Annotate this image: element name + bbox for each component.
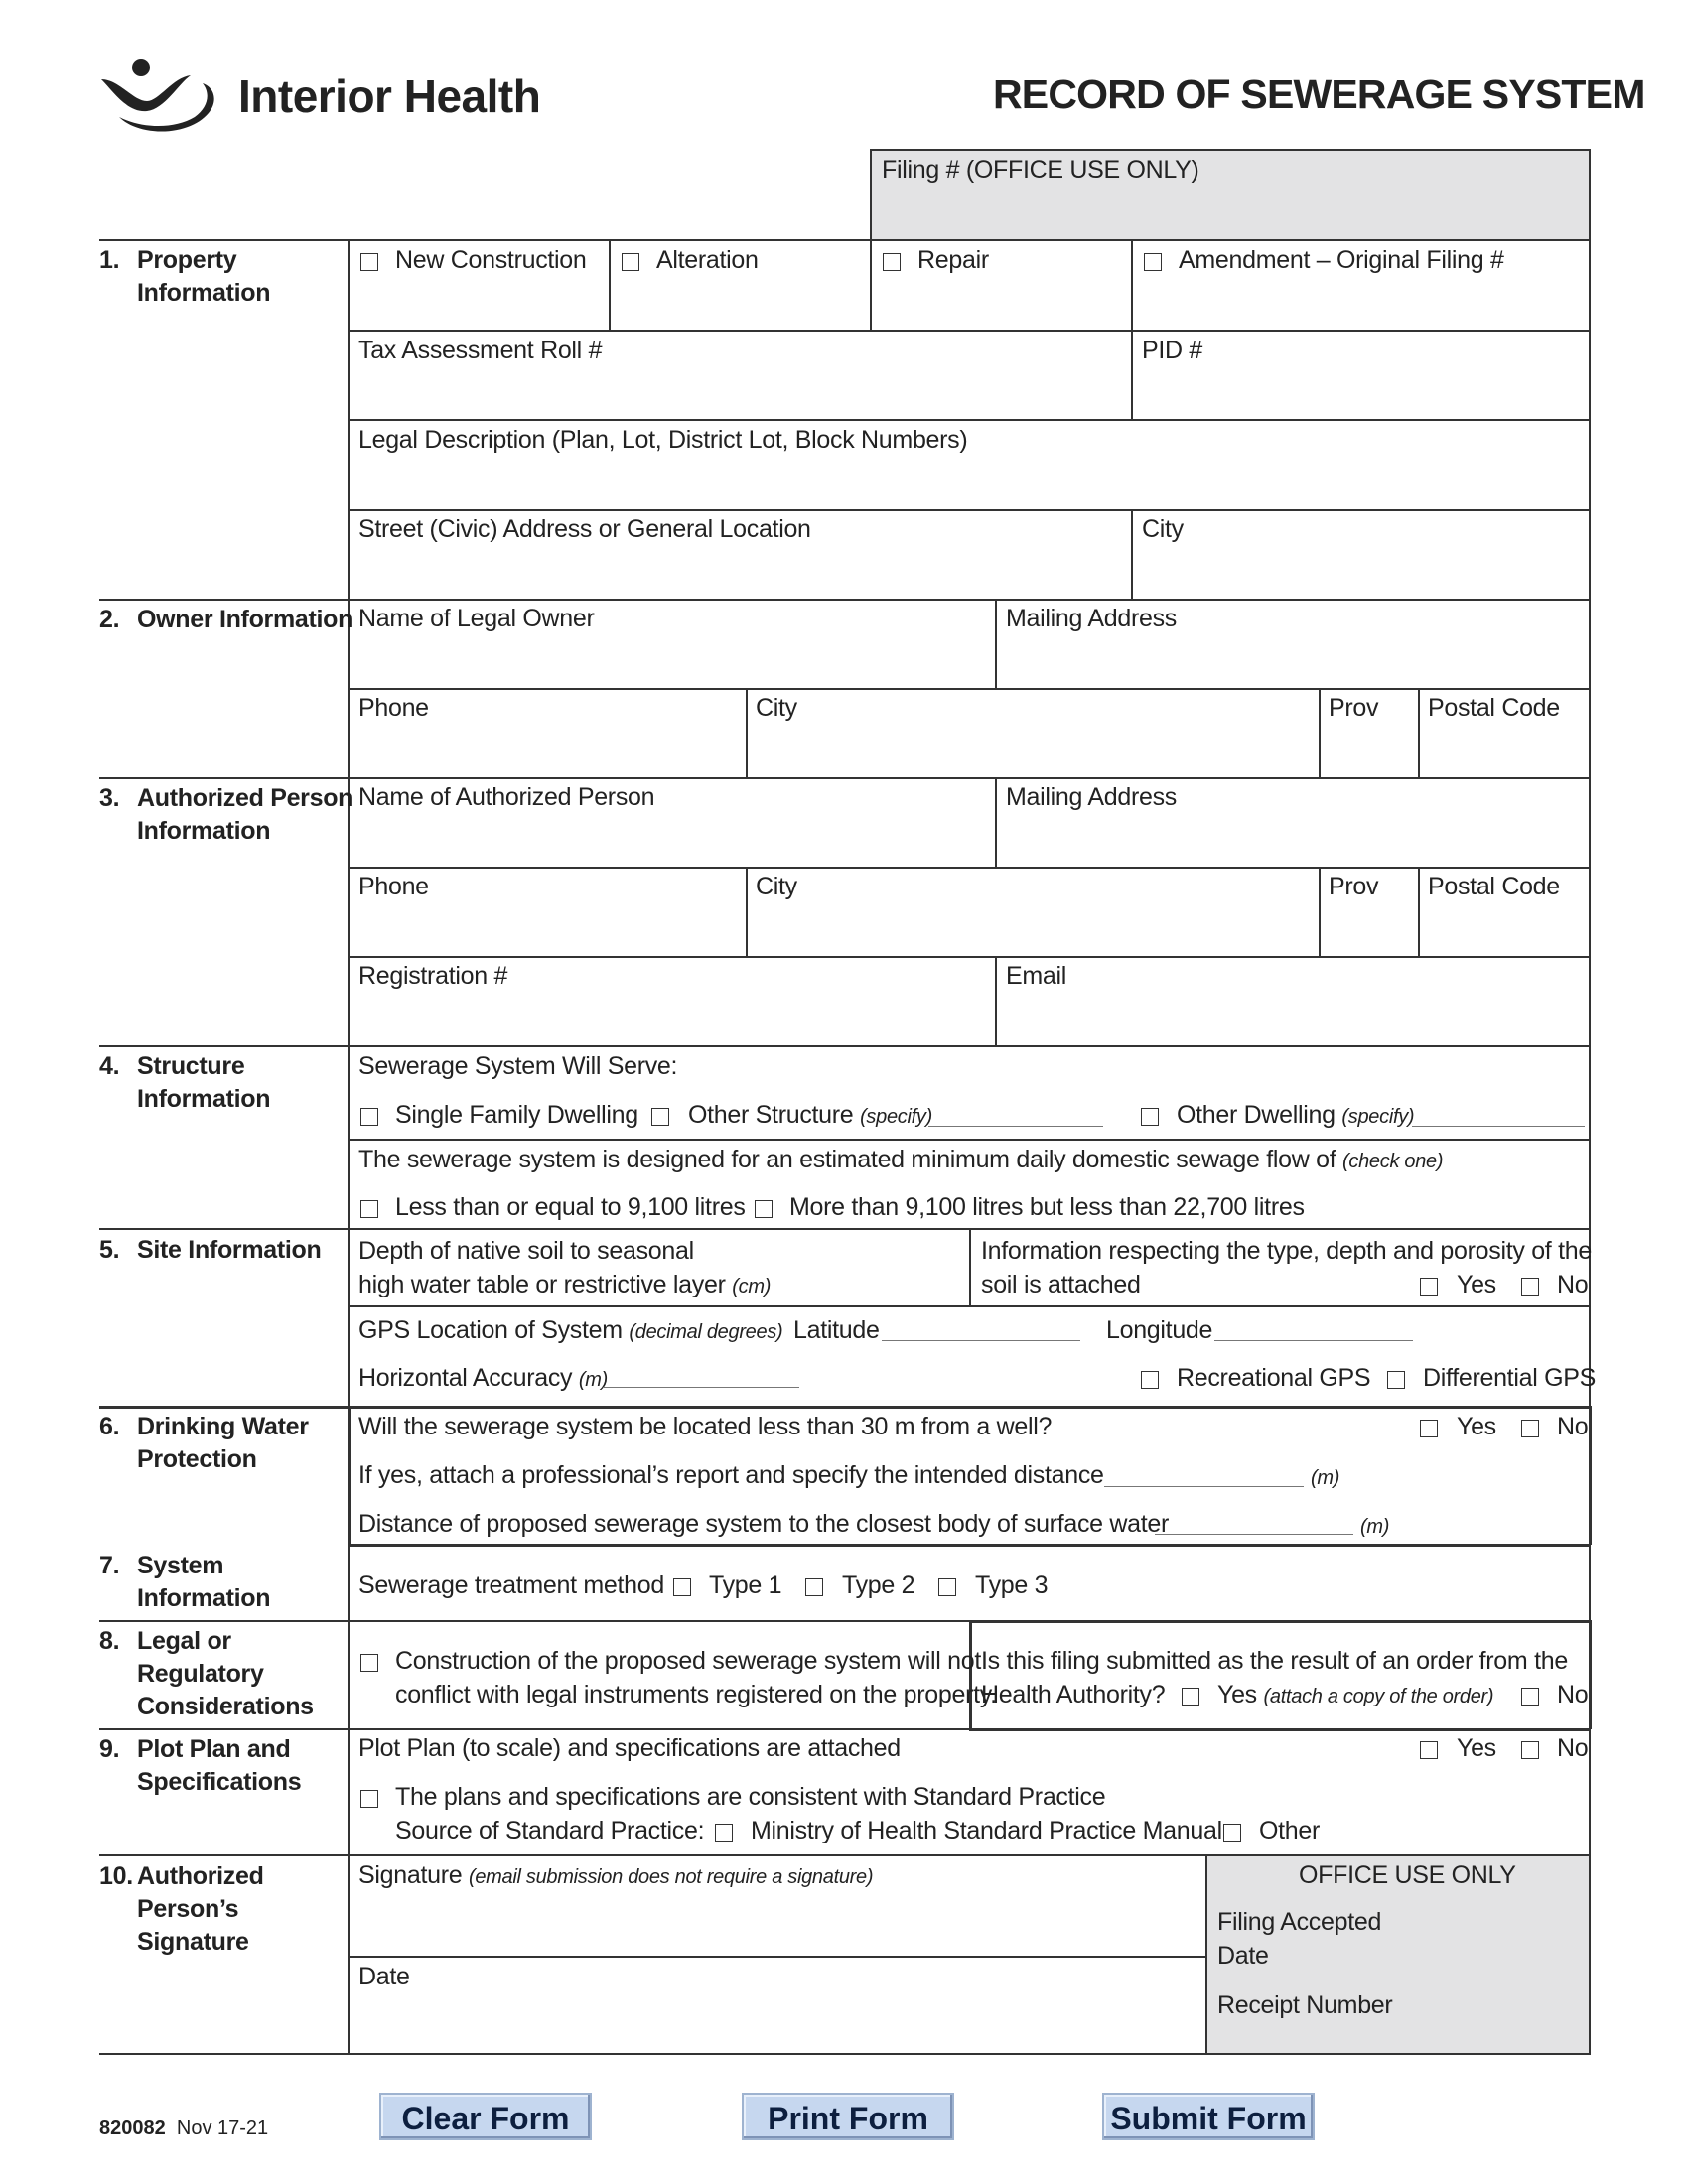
flow-high-checkbox[interactable] [755, 1200, 773, 1218]
section-6-label: 6. Drinking Water Protection [99, 1413, 309, 1473]
type1-checkbox[interactable] [673, 1578, 691, 1596]
type2-label: Type 2 [842, 1571, 915, 1599]
section-1-label: 1. Property Information [99, 246, 271, 307]
section-7-label: 7. System Information [99, 1552, 271, 1612]
well-yes-checkbox[interactable] [1420, 1420, 1438, 1437]
order-yes-label: Yes (attach a copy of the order) [1217, 1681, 1494, 1708]
recreational-gps-label: Recreational GPS [1177, 1364, 1371, 1392]
well-distance-line[interactable] [1104, 1486, 1304, 1487]
well-no-checkbox[interactable] [1521, 1420, 1539, 1437]
depth-label-1: Depth of native soil to seasonal [358, 1237, 694, 1265]
ministry-manual-checkbox[interactable] [715, 1824, 733, 1842]
authorized-mailing-field[interactable]: Mailing Address [1006, 783, 1177, 811]
alteration-label: Alteration [656, 246, 759, 274]
surface-water-unit: (m) [1360, 1516, 1390, 1538]
order-question-2: Health Authority? [981, 1681, 1166, 1708]
property-city-field[interactable]: City [1142, 515, 1184, 543]
authorized-name-field[interactable]: Name of Authorized Person [358, 783, 655, 811]
order-no-checkbox[interactable] [1521, 1688, 1539, 1706]
single-family-checkbox[interactable] [360, 1108, 378, 1126]
other-dwelling-checkbox[interactable] [1141, 1108, 1159, 1126]
receipt-number-label: Receipt Number [1217, 1991, 1393, 2019]
soil-info-label-2: soil is attached [981, 1271, 1141, 1298]
ministry-manual-label: Ministry of Health Standard Practice Manual [751, 1817, 1222, 1844]
flow-high-label: More than 9,100 litres but less than 22,700 litres [789, 1193, 1305, 1221]
owner-postal-field[interactable]: Postal Code [1428, 694, 1560, 722]
tax-roll-field[interactable]: Tax Assessment Roll # [358, 337, 603, 364]
flow-low-label: Less than or equal to 9,100 litres [395, 1193, 746, 1221]
depth-label-2[interactable]: high water table or restrictive layer (cm) [358, 1271, 772, 1298]
amendment-label: Amendment – Original Filing # [1179, 246, 1504, 274]
plot-no-label: No [1557, 1734, 1589, 1762]
filing-number-label: Filing # (OFFICE USE ONLY) [882, 156, 1199, 184]
owner-prov-field[interactable]: Prov [1329, 694, 1379, 722]
section-4-label: 4. Structure Information [99, 1052, 271, 1113]
well-distance-unit: (m) [1311, 1467, 1340, 1489]
plot-no-checkbox[interactable] [1521, 1741, 1539, 1759]
other-structure-line[interactable] [928, 1126, 1103, 1127]
differential-gps-checkbox[interactable] [1387, 1371, 1405, 1389]
horizontal-accuracy-line[interactable] [603, 1387, 799, 1388]
single-family-label: Single Family Dwelling [395, 1101, 638, 1129]
authorized-postal-field[interactable]: Postal Code [1428, 873, 1560, 900]
section-3-label: 3. Authorized Person Information [99, 784, 353, 845]
form-code: 820082 Nov 17-21 [99, 2117, 269, 2139]
amendment-checkbox[interactable] [1144, 253, 1162, 271]
pid-field[interactable]: PID # [1142, 337, 1203, 364]
clear-form-button[interactable]: Clear Form [379, 2093, 592, 2140]
repair-checkbox[interactable] [883, 253, 901, 271]
latitude-line[interactable] [882, 1340, 1080, 1341]
type1-label: Type 1 [709, 1571, 782, 1599]
office-date-label: Date [1217, 1942, 1269, 1970]
other-structure-label: Other Structure (specify) [688, 1101, 932, 1129]
flow-low-checkbox[interactable] [360, 1200, 378, 1218]
owner-city-field[interactable]: City [756, 694, 797, 722]
filing-accepted-label: Filing Accepted [1217, 1908, 1382, 1936]
soil-yes-checkbox[interactable] [1420, 1278, 1438, 1296]
new-construction-checkbox[interactable] [360, 253, 378, 271]
plot-yes-label: Yes [1457, 1734, 1496, 1762]
owner-name-field[interactable]: Name of Legal Owner [358, 605, 595, 632]
standard-practice-checkbox[interactable] [360, 1790, 378, 1808]
will-serve-label: Sewerage System Will Serve: [358, 1052, 678, 1080]
print-form-button[interactable]: Print Form [742, 2093, 954, 2140]
surface-water-label: Distance of proposed sewerage system to the closest body of surface water [358, 1510, 1170, 1538]
legal-description-field[interactable]: Legal Description (Plan, Lot, District Lot, Block Numbers) [358, 426, 968, 454]
plot-plan-label: Plot Plan (to scale) and specifications are attached [358, 1734, 901, 1762]
flow-question: The sewerage system is designed for an estimated minimum daily domestic sewage flow of (check one) [358, 1146, 1444, 1173]
submit-form-button[interactable]: Submit Form [1102, 2093, 1315, 2140]
horizontal-accuracy-label: Horizontal Accuracy (m) [358, 1364, 608, 1392]
other-source-label: Other [1259, 1817, 1321, 1844]
treatment-method-label: Sewerage treatment method [358, 1571, 664, 1599]
well-question: Will the sewerage system be located less than 30 m from a well? [358, 1413, 1053, 1440]
section-5-label: 5. Site Information [99, 1236, 322, 1264]
form-title: RECORD OF SEWERAGE SYSTEM [993, 71, 1645, 117]
source-label: Source of Standard Practice: [395, 1817, 705, 1844]
soil-yes-label: Yes [1457, 1271, 1496, 1298]
gps-label: GPS Location of System (decimal degrees) [358, 1316, 783, 1344]
soil-info-label-1: Information respecting the type, depth and porosity of the [981, 1237, 1592, 1265]
standard-practice-label: The plans and specifications are consistent with Standard Practice [395, 1783, 1106, 1811]
surface-water-line[interactable] [1155, 1534, 1353, 1535]
well-no-label: No [1557, 1413, 1589, 1440]
owner-phone-field[interactable]: Phone [358, 694, 429, 722]
new-construction-label: New Construction [395, 246, 587, 274]
section-10-label: 10. Authorized Person’s Signature [99, 1862, 264, 1956]
section-8-label: 8. Legal or Regulatory Considerations [99, 1627, 314, 1720]
authorized-phone-field[interactable]: Phone [358, 873, 429, 900]
well-yes-label: Yes [1457, 1413, 1496, 1440]
type2-checkbox[interactable] [805, 1578, 823, 1596]
other-dwelling-label: Other Dwelling (specify) [1177, 1101, 1415, 1129]
other-source-checkbox[interactable] [1223, 1824, 1241, 1842]
plot-yes-checkbox[interactable] [1420, 1741, 1438, 1759]
owner-mailing-field[interactable]: Mailing Address [1006, 605, 1177, 632]
well-distance-label: If yes, attach a professional’s report and specify the intended distance [358, 1461, 1104, 1489]
order-yes-checkbox[interactable] [1182, 1688, 1199, 1706]
longitude-line[interactable] [1214, 1340, 1413, 1341]
repair-label: Repair [917, 246, 989, 274]
legal-conflict-checkbox[interactable] [360, 1654, 378, 1672]
signature-field[interactable]: Signature (email submission does not require a signature) [358, 1861, 874, 1889]
street-address-field[interactable]: Street (Civic) Address or General Location [358, 515, 811, 543]
section-2-label: 2. Owner Information [99, 606, 353, 633]
authorized-prov-field[interactable]: Prov [1329, 873, 1379, 900]
signature-date-field[interactable]: Date [358, 1963, 410, 1990]
office-use-heading: OFFICE USE ONLY [1299, 1861, 1516, 1889]
order-no-label: No [1557, 1681, 1589, 1708]
type3-checkbox[interactable] [938, 1578, 956, 1596]
legal-conflict-label-2: conflict with legal instruments registered on the property. [395, 1681, 997, 1708]
alteration-checkbox[interactable] [622, 253, 639, 271]
soil-no-label: No [1557, 1271, 1589, 1298]
other-structure-checkbox[interactable] [651, 1108, 669, 1126]
legal-conflict-label-1: Construction of the proposed sewerage system will not [395, 1647, 981, 1675]
longitude-label: Longitude [1106, 1316, 1213, 1344]
authorized-city-field[interactable]: City [756, 873, 797, 900]
differential-gps-label: Differential GPS [1423, 1364, 1596, 1392]
section-9-label: 9. Plot Plan and Specifications [99, 1735, 302, 1796]
latitude-label: Latitude [793, 1316, 880, 1344]
registration-field[interactable]: Registration # [358, 962, 508, 990]
soil-no-checkbox[interactable] [1521, 1278, 1539, 1296]
brand-name: Interior Health [238, 70, 541, 122]
email-field[interactable]: Email [1006, 962, 1067, 990]
other-dwelling-line[interactable] [1412, 1126, 1585, 1127]
order-question-1: Is this filing submitted as the result of an order from the [981, 1647, 1568, 1675]
type3-label: Type 3 [975, 1571, 1049, 1599]
interior-health-logo [99, 58, 222, 137]
recreational-gps-checkbox[interactable] [1141, 1371, 1159, 1389]
